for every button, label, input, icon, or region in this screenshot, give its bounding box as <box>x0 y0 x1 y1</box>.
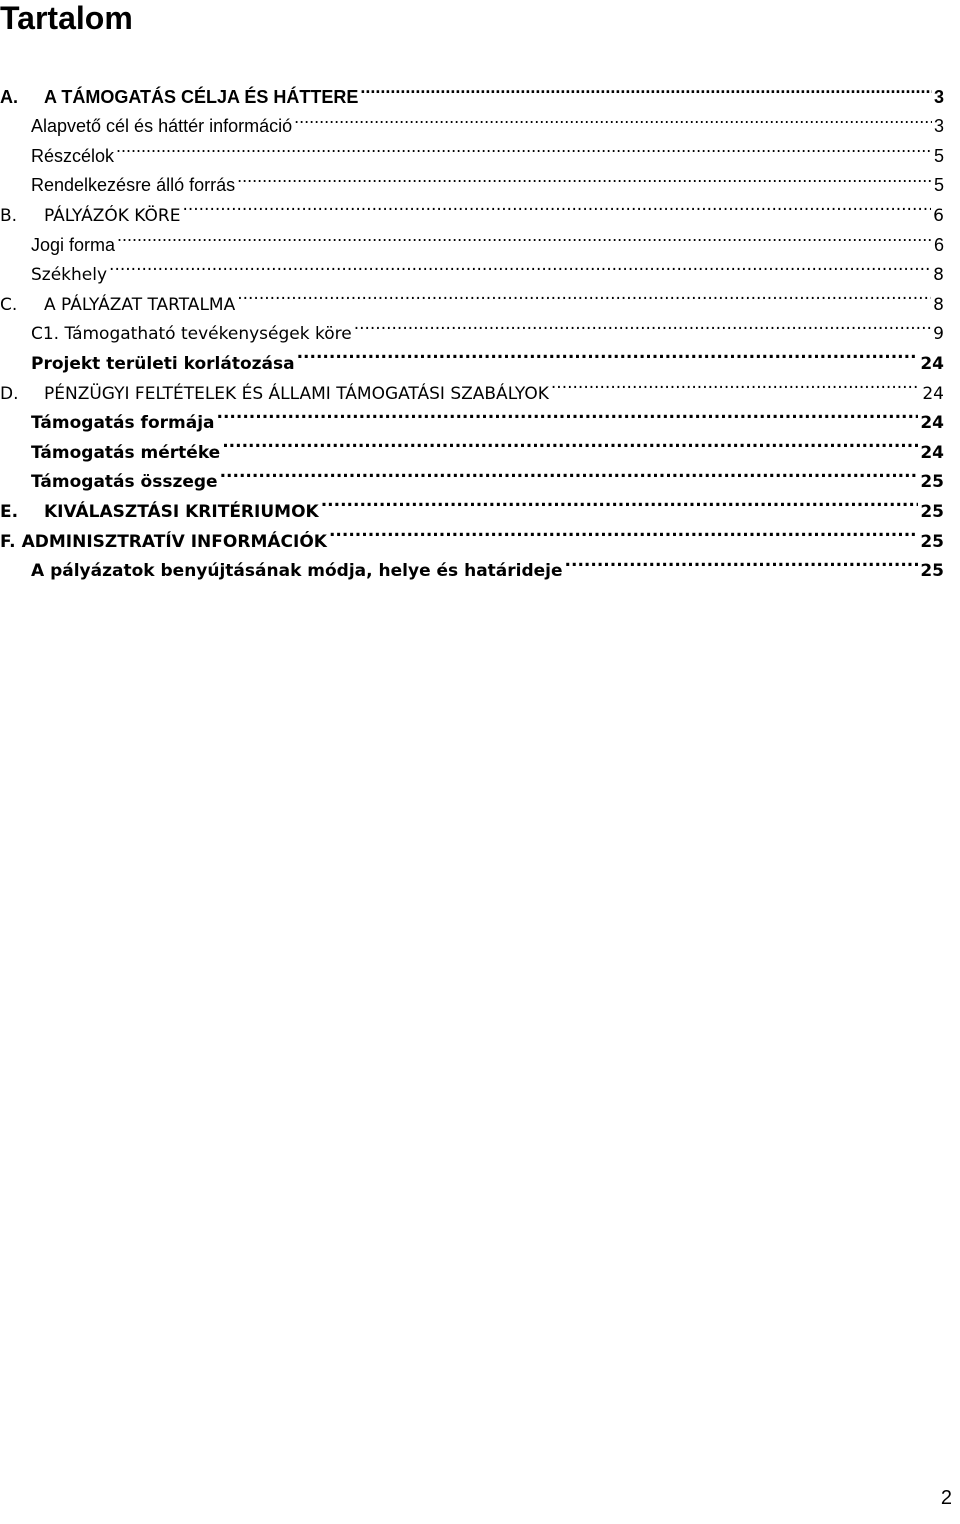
toc-entry-label: C1. Támogatható tevékenységek köre <box>31 324 352 345</box>
toc-entry-section-a[interactable] <box>0 73 944 107</box>
toc-page-number: 3 <box>933 116 944 137</box>
toc-page-number: 24 <box>920 442 944 463</box>
toc-dot-leader <box>109 251 931 281</box>
toc-entry-label: KIVÁLASZTÁSI KRITÉRIUMOK <box>44 501 319 522</box>
toc-section-number: A. <box>0 86 18 107</box>
page-number: 2 <box>940 1487 952 1509</box>
toc-entry-label: Részcélok <box>31 145 115 166</box>
toc-entry-label: Támogatás formája <box>31 413 215 434</box>
toc-entry-section-c[interactable] <box>0 280 944 315</box>
toc-section-number: B. <box>0 205 18 226</box>
toc-entry-label: A TÁMOGATÁS CÉLJA ÉS HÁTTERE <box>44 86 359 107</box>
toc-entry-label: Projekt területi korlátozása <box>31 353 295 374</box>
toc-page-number: 6 <box>933 234 944 255</box>
toc-dot-leader <box>237 162 932 192</box>
toc-page-number: 8 <box>933 294 944 315</box>
toc-entry[interactable] <box>0 251 944 286</box>
toc-dot-leader <box>217 399 919 429</box>
toc-entry-label: A PÁLYÁZAT TARTALMA <box>44 294 236 315</box>
toc-dot-leader <box>182 191 931 221</box>
toc-section-number: C. <box>0 294 18 315</box>
toc-entry-label: A pályázatok benyújtásának módja, helye és határideje <box>31 561 563 582</box>
toc-dot-leader <box>565 547 919 577</box>
toc-dot-leader <box>321 487 919 517</box>
toc-page-number: 25 <box>920 501 944 522</box>
toc-entry-label: PÉNZÜGYI FELTÉTELEK ÉS ÁLLAMI TÁMOGATÁSI SZABÁLYOK <box>44 383 549 404</box>
table-of-contents <box>0 73 944 582</box>
toc-entry[interactable] <box>0 162 944 196</box>
toc-section-number: D. <box>0 383 19 404</box>
toc-dot-leader <box>354 310 931 340</box>
toc-section-number: E. <box>0 501 19 522</box>
toc-dot-leader <box>551 369 920 399</box>
toc-entry-label: Rendelkezésre álló forrás <box>31 175 236 196</box>
toc-dot-leader <box>294 103 932 133</box>
toc-entry-label: Alapvető cél és háttér információ <box>31 116 293 137</box>
toc-dot-leader <box>222 428 918 458</box>
toc-entry-label: Székhely <box>31 265 108 286</box>
toc-dot-leader <box>360 73 932 103</box>
toc-section-number: F. <box>0 531 16 552</box>
toc-page-number: 24 <box>920 413 944 434</box>
toc-dot-leader <box>220 458 919 488</box>
toc-page-number: 9 <box>933 324 944 345</box>
toc-page-number: 5 <box>933 175 944 196</box>
toc-entry-label: PÁLYÁZÓK KÖRE <box>44 205 181 226</box>
toc-page-number: 25 <box>920 561 944 582</box>
toc-entry-label: Támogatás mértéke <box>31 442 221 463</box>
toc-dot-leader <box>117 221 932 251</box>
toc-page-number: 24 <box>922 383 944 404</box>
toc-page-number: 8 <box>933 265 944 286</box>
toc-entry-label: ADMINISZTRATÍV INFORMÁCIÓK <box>21 531 327 552</box>
toc-entry-label: Támogatás összege <box>31 472 218 493</box>
toc-entry[interactable] <box>0 221 944 255</box>
toc-page-number: 25 <box>920 531 944 552</box>
toc-page-number: 25 <box>920 472 944 493</box>
toc-page-number: 3 <box>933 86 944 107</box>
toc-dot-leader <box>237 280 931 310</box>
toc-entry-label: Jogi forma <box>31 234 116 255</box>
toc-page-number: 24 <box>920 353 944 374</box>
page-title: Tartalom <box>0 0 133 36</box>
toc-page-number: 5 <box>933 145 944 166</box>
toc-entry[interactable] <box>0 132 944 166</box>
toc-page-number: 6 <box>933 205 944 226</box>
toc-dot-leader <box>297 339 919 369</box>
toc-dot-leader <box>329 517 918 547</box>
toc-dot-leader <box>116 132 932 162</box>
